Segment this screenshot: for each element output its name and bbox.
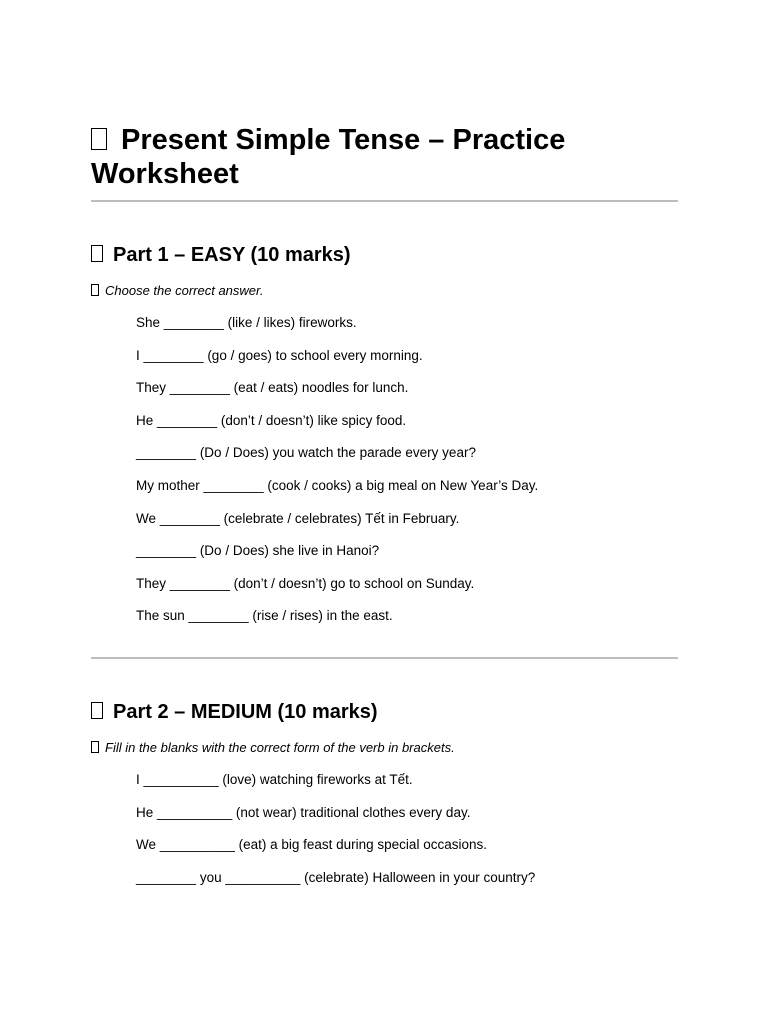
part1-heading-text: Part 1 – EASY (10 marks) xyxy=(113,244,351,266)
page-title xyxy=(91,123,678,191)
question-text: I ________ (go / goes) to school every morning. xyxy=(136,347,423,363)
part1-instruction-text: Choose the correct answer. xyxy=(105,283,264,298)
question-text: My mother ________ (cook / cooks) a big meal on New Year’s Day. xyxy=(136,477,539,493)
question-text: ________ (Do / Does) you watch the parade every year? xyxy=(136,445,476,461)
question-text: The sun ________ (rise / rises) in the east. xyxy=(136,608,393,624)
question-text: They ________ (eat / eats) noodles for lunch. xyxy=(136,380,409,396)
missing-glyph-box-icon xyxy=(91,245,103,262)
missing-glyph-box-icon xyxy=(91,741,99,753)
missing-glyph-box-icon xyxy=(91,128,107,150)
question-text: She ________ (like / likes) fireworks. xyxy=(136,315,357,330)
question-text: We ________ (celebrate / celebrates) Tết in February. xyxy=(136,510,460,526)
section-divider xyxy=(91,657,678,659)
question-text: ________ (Do / Does) she live in Hanoi? xyxy=(136,543,380,559)
question-text: He ________ (don’t / doesn’t) like spicy food. xyxy=(136,412,407,428)
part2-instruction-text: Fill in the blanks with the correct form of the verb in brackets. xyxy=(105,740,455,755)
page-title-text: Present Simple Tense – Practice Worksheet xyxy=(91,124,566,190)
part2-instruction xyxy=(91,740,455,756)
question-text: ________ you __________ (celebrate) Halloween in your country? xyxy=(136,869,536,885)
question-text: I __________ (love) watching fireworks at Tết. xyxy=(136,772,413,787)
part1-instruction xyxy=(91,283,263,299)
part2-heading-text: Part 2 – MEDIUM (10 marks) xyxy=(113,701,378,723)
question-text: He __________ (not wear) traditional clothes every day. xyxy=(136,804,471,820)
section-divider xyxy=(91,200,678,202)
missing-glyph-box-icon xyxy=(91,702,103,719)
part2-heading xyxy=(91,700,378,724)
missing-glyph-box-icon xyxy=(91,284,99,296)
part1-heading xyxy=(91,243,351,267)
question-text: They ________ (don’t / doesn’t) go to school on Sunday. xyxy=(136,575,475,591)
question-text: We __________ (eat) a big feast during special occasions. xyxy=(136,837,487,853)
